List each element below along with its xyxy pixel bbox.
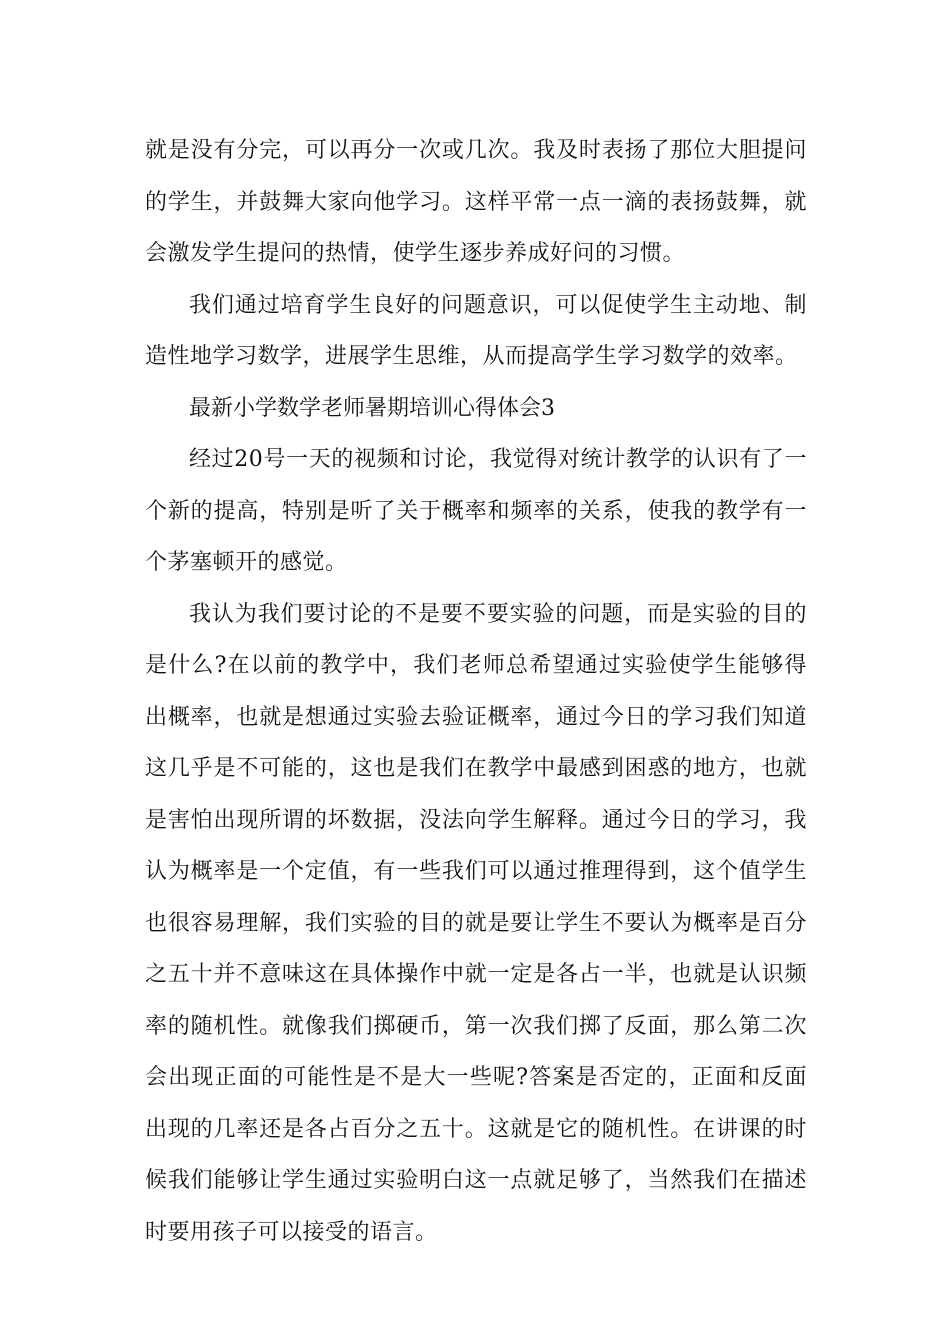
paragraph-statistics-teaching: 经过20号一天的视频和讨论，我觉得对统计教学的认识有了一个新的提高，特别是听了关于概率和频率的关系，使我的教学有一个茅塞顿开的感觉。 <box>145 447 807 575</box>
paragraph-continuation: 就是没有分完，可以再分一次或几次。我及时表扬了那位大胆提问的学生，并鼓舞大家向他学习。这样平常一点一滴的表扬鼓舞，就会激发学生提问的热情，使学生逐步养成好问的习惯。 <box>145 138 807 266</box>
paragraph-problem-awareness: 我们通过培育学生良好的问题意识，可以促使学生主动地、制造性地学习数学，进展学生思维，从而提高学生学习数学的效率。 <box>145 292 807 369</box>
section-heading: 最新小学数学老师暑期培训心得体会3 <box>189 395 555 421</box>
paragraph-probability-experiment: 我认为我们要讨论的不是要不要实验的问题，而是实验的目的是什么?在以前的教学中，我们老师总希望通过实验使学生能够得出概率，也就是想通过实验去验证概率，通过今日的学习我们知道这几乎是不可能的，这也是我们在教学中最感到困惑的地方，也就是害怕出现所谓的坏数据，没法向学生解释。通过今日的学习，我认为概率是一个定值，有一些我们可以通过推理得到，这个值学生也很容易理解，我们实验的目的就是要让学生不要认为概率是百分之五十并不意味这在具体操作中就一定是各占一半，也就是认识频率的随机性。就像我们掷硬币，第一次我们掷了反面，那么第二次会出现正面的可能性是不是大一些呢?答案是否定的，正面和反面出现的几率还是各占百分之五十。这就是它的随机性。在讲课的时候我们能够让学生通过实验明白这一点就足够了，当然我们在描述时要用孩子可以接受的语言。 <box>145 601 807 1245</box>
document-body <box>145 125 807 1258</box>
